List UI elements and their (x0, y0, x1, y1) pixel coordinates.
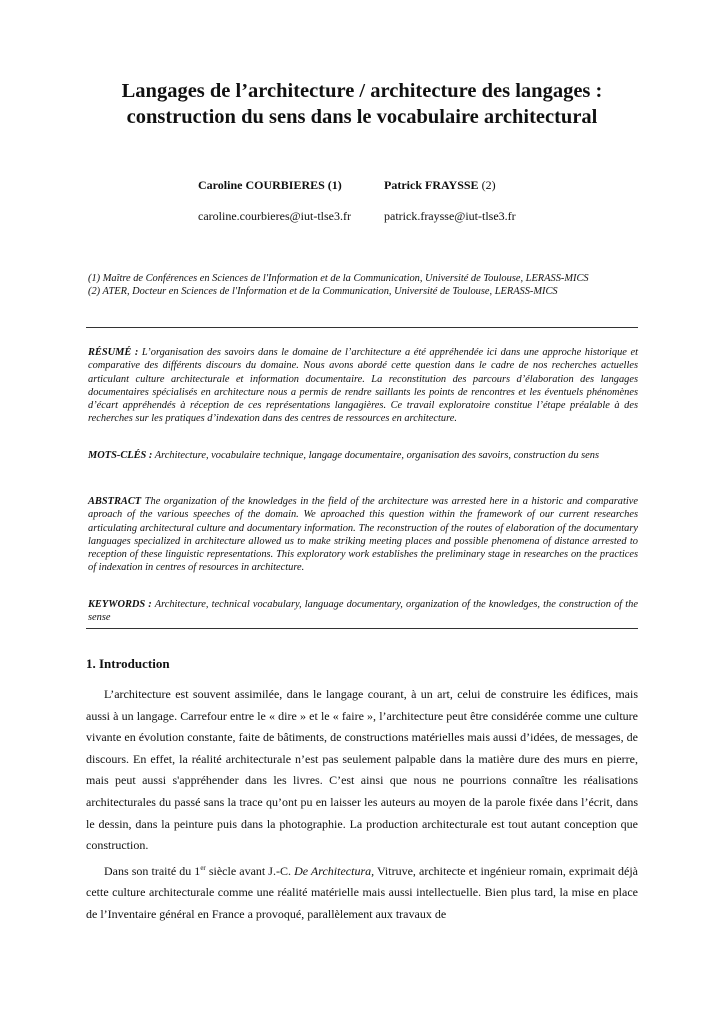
abstract-block (88, 495, 638, 575)
resume-label: RÉSUMÉ : (88, 347, 139, 358)
affiliations (88, 272, 638, 298)
divider-rule (86, 327, 638, 328)
author-1-name: Caroline COURBIERES (198, 178, 325, 192)
keywords-label: KEYWORDS : (88, 599, 152, 610)
author-2-email[interactable]: patrick.fraysse@iut-tlse3.fr (384, 209, 516, 223)
divider-rule (86, 628, 638, 629)
author-2-ref: (2) (481, 178, 496, 192)
author-2 (384, 177, 516, 223)
affiliation-2: (2) ATER, Docteur en Sciences de l'Information et de la Communication, Université de Toulouse, LERASS-MICS (88, 286, 558, 297)
resume-text: L’organisation des savoirs dans le domaine de l’architecture a été appréhendée ici dans une approche historique et comparative des différents discours du domaine. Nous avons abordé cette question dans le cadre de nos recherches actuelles articulant culture architecturale et information documentaire. La reconstitution des parcours d’élaboration des langages documentaires spécialisés en architecture nous a permis de rendre saillants les points de rencontres et les éventuels phénomènes d’écart appréhendés à réception de ces représentations langagières. Ce travail exploratoire constitue l’étape préalable à des recherches sur les pratiques d’indexation dans des centres de ressources en architecture. (88, 347, 638, 425)
p2-text-a: Dans son traité du 1 (104, 863, 201, 878)
author-1-email[interactable]: caroline.courbieres@iut-tlse3.fr (198, 209, 351, 223)
abstract-text: The organization of the knowledges in the field of the architecture was arrested here in a historic and comparative aproach of the various speeches of the domain. We aproached this question within the framework of our current researches articulating architectural culture and documentary information. The reconstruction of the routes of elaboration of the documentary languages specialized in architecture allowed us to make striking meeting places and possible phenomena of distance arrested to reception of these linguistic representations. This exploratory work establishes the preliminary stage in researches on the practices of indexation in centres of resources in architecture. (88, 496, 638, 574)
p2-italic-title: De Architectura, (294, 863, 375, 878)
section-heading: 1. Introduction (86, 656, 170, 671)
paragraph-2 (86, 861, 638, 926)
paragraph-1: L’architecture est souvent assimilée, dans le langage courant, à un art, celui de construire les édifices, mais aussi à un langage. Carrefour entre le « dire » et le « faire », l’architecture peut être considérée comme une culture vivante en évolution constante, faite de bâtiments, de constructions matérielles mais aussi d’idées, de messages, de discours. En effet, la réalité architecturale n’est pas seulement palpable dans la matière dure des murs en pierre, mais peut aussi s'appréhender dans les livres. C’est ainsi que nous ne pourrions connaître les réalisations architecturales du passé sans la trace qu’ont pu en laisser les auteurs au moyen de la parole fixée dans l’écrit, dans le dessin, dans la peinture puis dans la photographie. La production architecturale est tout autant conception que construction. (86, 687, 638, 853)
author-1-ref: (1) (327, 178, 342, 192)
p2-text-b: siècle avant J.-C. (205, 863, 295, 878)
title-line-2: construction du sens dans le vocabulaire architectural (126, 106, 598, 128)
p2-text-c: Vitruve, architecte et ingénieur romain, exprimait déjà cette culture architecturale comme une réalité matérielle mais aussi intellectuelle. Bien plus tard, la mise en place de l’Inventaire général en France a provoqué, parallèlement aux travaux de (86, 863, 638, 921)
p2-superscript: er (200, 863, 206, 872)
title-line-1: Langages de l’architecture / architecture des langages : (121, 80, 603, 102)
keywords-block (88, 598, 638, 625)
keywords-text: Architecture, technical vocabulary, language documentary, organization of the knowledges, the construction of the sense (88, 599, 638, 624)
author-1 (198, 177, 351, 223)
motscles-block (88, 449, 638, 462)
author-2-name: Patrick FRAYSSE (384, 178, 479, 192)
resume-block (88, 346, 638, 426)
abstract-label: ABSTRACT (88, 496, 142, 507)
body-text (86, 684, 638, 926)
motscles-text: Architecture, vocabulaire technique, langage documentaire, organisation des savoirs, construction du sens (152, 450, 600, 461)
affiliation-1: (1) Maître de Conférences en Sciences de l'Information et de la Communication, Université de Toulouse, LERASS-MICS (88, 273, 589, 284)
motscles-label: MOTS-CLÉS : (88, 450, 153, 461)
paper-title (86, 78, 638, 130)
